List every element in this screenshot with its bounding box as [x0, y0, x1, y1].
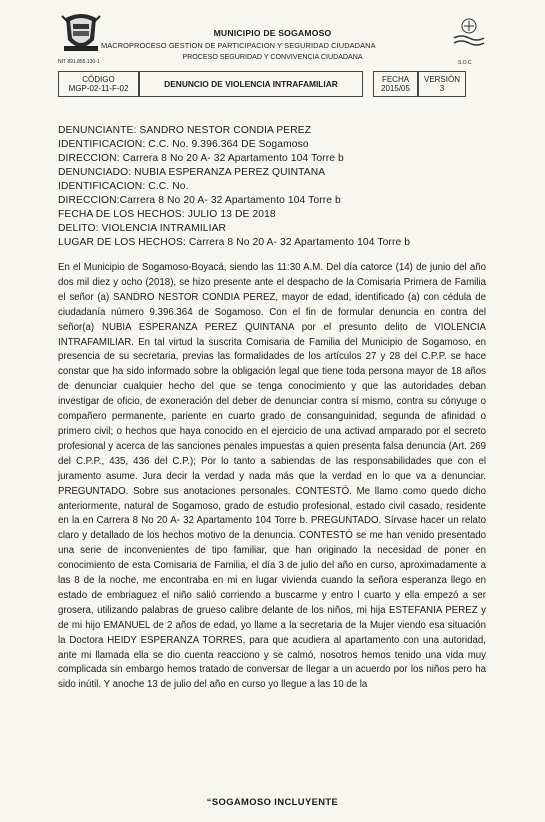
denunciante-field: DENUNCIANTE: SANDRO NESTOR CONDIA PEREZ	[58, 125, 312, 136]
macroprocess-line: MACROPROCESO GESTION DE PARTICIPACION Y SEGURIDAD CIUDADANA	[101, 41, 376, 50]
date-cell	[373, 71, 418, 97]
version-label: VERSIÓN	[423, 75, 460, 84]
code-label: CÓDIGO	[82, 75, 115, 84]
direccion-denunciante-field: DIRECCION: Carrera 8 No 20 A- 32 Apartamento 104 Torre b	[58, 153, 344, 164]
code-cell	[58, 71, 139, 97]
fecha-hechos-field: FECHA DE LOS HECHOS: JULIO 13 DE 2018	[58, 209, 276, 220]
denunciado-field: DENUNCIADO: NUBIA ESPERANZA PEREZ QUINTANA	[58, 167, 326, 178]
delito-field: DELITO: VIOLENCIA INTRAMILIAR	[58, 223, 227, 234]
identificacion-denunciado-field: IDENTIFICACION: C.C. No.	[58, 181, 189, 192]
process-line: PROCESO SEGURIDAD Y CONVIVENCIA CIUDADANA	[182, 53, 363, 61]
code-value: MGP-02-11-F-02	[68, 84, 129, 93]
version-cell	[418, 71, 466, 97]
municipality-title: MUNICIPIO DE SOGAMOSO	[213, 28, 332, 38]
date-value: 2015/05	[381, 84, 410, 93]
soc-label: S.O.C	[458, 60, 472, 66]
complaint-body-paragraph: En el Municipio de Sogamoso-Boyacá, siendo las 11:30 A.M. Del día catorce (14) de junio del año dos mil diez y ocho (2018), se hizo presente ante el despacho de la Comisaria Primera de Familia el señor (a) SANDRO NESTOR CONDIA PEREZ, mayor de edad, identificado (a) con cédula de ciudadanía número 9.396.364 de Sogamoso. Con el fin de formular denuncia en contra del señor(a) NUBIA ESPERANZA PEREZ QUINTANA por el presunto delito de VIOLENCIA INTRAFAMILIAR. En tal virtud la suscrita Comisaria de Familia del Municipio de Sogamoso, en presencia de su secretaria, previas las formalidades de los artículos 27 y 28 del C.P.P. se hace constar que ha sido informado sobre la obligación legal que tiene toda persona mayor de 18 años de denunciar cualquier hecho del que se tenga conocimiento y que las autoridades deban investigar de oficio, de exoneración del deber de denunciar contra sí mismo, contra su cónyuge o compañero permanente, pariente en cuarto grado de consanguinidad, segunda de afinidad o primero civil; o hechos que haya conocido en el ejercicio de una activad amparado por el secreto profesional y acerca de las sanciones penales impuestas a quien presenta falsa denuncia (Art. 269 del C.P.P., 435, 436 del C.P.); Por lo tanto a sabiendas de las responsabilidades que con el juramento asume. Jura decir la verdad y nada más que la verdad en lo que va a denunciar. PREGUNTADO. Sobre sus anotaciones personales. CONTESTÓ. Me llamo como quedo dicho anteriormente, natural de Sogamoso, grado de estudio profesional, estado civil casado, residente en la en Carrera 8 No 20 A- 32 Apartamento 104 Torre b. PREGUNTADO. Sírvase hacer un relato claro y detallado de los hechos motivo de la denuncia. CONTESTÓ se me han venido presentado una serie de inconvenientes de tipo familiar, que han originado la necesidad de poner en conocimiento de esta Comisaria de Familia, el día 3 de julio del año en curso, aproximadamente a las 8 de la noche, me encontraba en mi en lugar vivienda cuando la señora esperanza llego en estado de embriaguez el niño salió corriendo a buscarme y entro l cuarto y ella empezó a ser grosera, utilizando palabras de grueso calibre delante de los niños, mi hija ESTEFANIA PEREZ y de mi hijo EMANUEL de 2 años de edad, yo llame a la secretaria de la Mujer viendo esa situación la Doctora HEIDY ESPERANZA TORRES, para que acudiera al apartamento con una autoridad, ante mi llamada ella se dio cuenta reacciono y se calmó, nosotros hemos tenido una vida muy complicada sin embargo hemos tratado de conversar de llegar a un acuerdo por los niños pero ha sido inútil. Y anoche 13 de julio del año en curso yo llegue a las 10 de la	[58, 262, 486, 691]
form-title: DENUNCIO DE VIOLENCIA INTRAFAMILIAR	[164, 78, 338, 89]
footer-slogan: “SOGAMOSO INCLUYENTE	[206, 796, 339, 807]
lugar-hechos-field: LUGAR DE LOS HECHOS: Carrera 8 No 20 A- 32 Apartamento 104 Torre b	[58, 237, 411, 248]
date-label: FECHA	[381, 75, 410, 84]
identificacion-denunciante-field: IDENTIFICACION: C.C. No. 9.396.364 DE Sogamoso	[58, 139, 309, 150]
form-title-cell	[139, 71, 363, 97]
version-value: 3	[439, 84, 445, 93]
direccion-denunciado-field: DIRECCION:Carrera 8 No 20 A- 32 Apartamento 104 Torre b	[58, 195, 341, 206]
nit-label: NIT 891.855.130-1	[58, 59, 100, 65]
